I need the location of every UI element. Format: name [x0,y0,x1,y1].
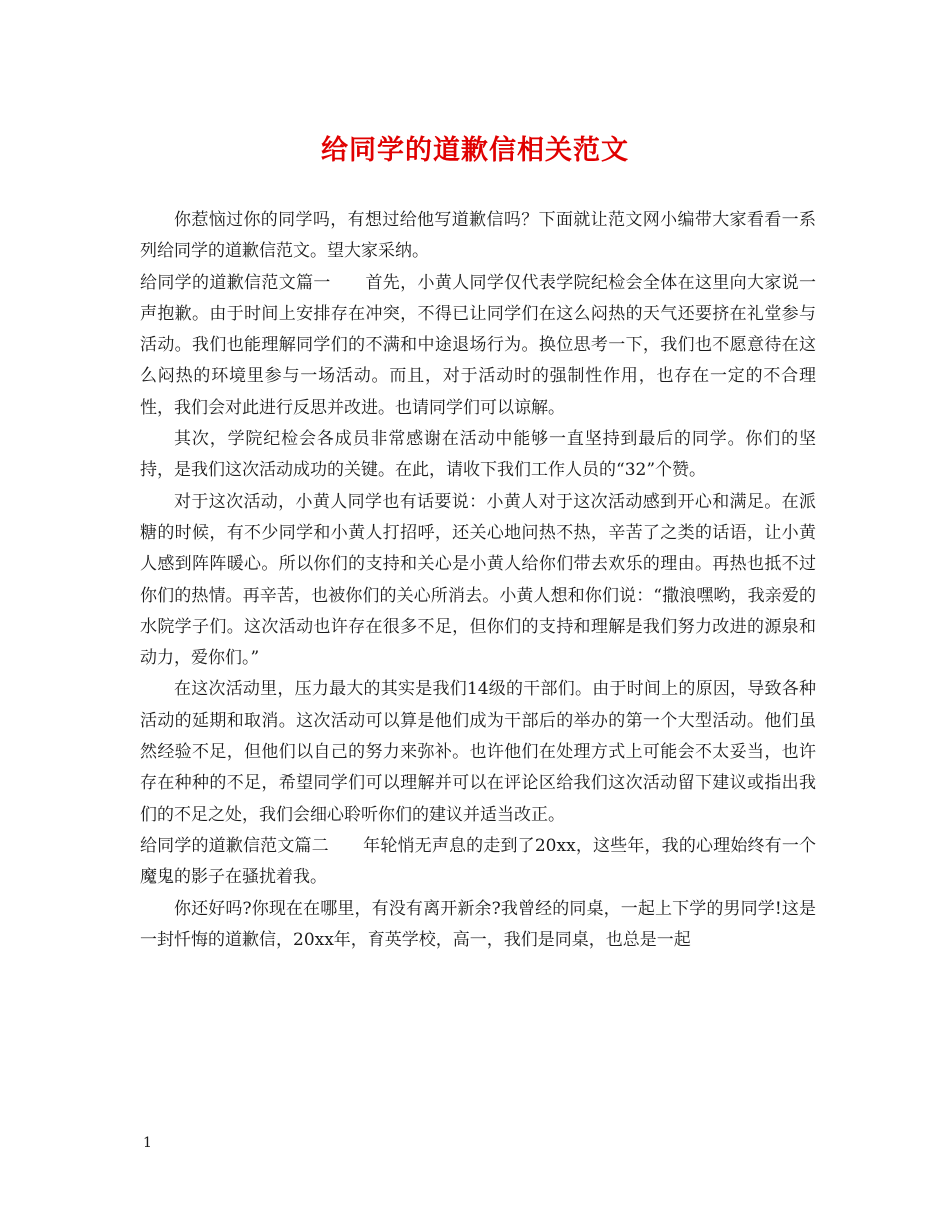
page-number: 1 [143,1135,152,1151]
paragraph: 你还好吗?你现在在哪里，有没有离开新余?我曾经的同桌，一起上下学的男同学!这是一封忏悔的道歉信，20xx年，育英学校，高一，我们是同桌，也总是一起 [140,898,816,950]
paragraph: 给同学的道歉信范文篇二 年轮悄无声息的走到了20xx，这些年，我的心理始终有一个魔鬼的影子在骚扰着我。 [140,835,816,888]
document-title: 给同学的道歉信相关范文 [321,135,629,166]
paragraph: 给同学的道歉信范文篇一 首先，小黄人同学仅代表学院纪检会全体在这里向大家说一声抱歉。由于时间上安排存在冲突，不得已让同学们在这么闷热的天气还要挤在礼堂参与活动。我们也能理解同学们的不满和中途退场行为。换位思考一下，我们也不愿意待在这么闷热的环境里参与一场活动。而且，对于活动时的强制性作用，也存在一定的不合理性，我们会对此进行反思并改进。也请同学们可以谅解。 [140,272,816,418]
paragraph: 你惹恼过你的同学吗，有想过给他写道歉信吗？下面就让范文网小编带大家看看一系列给同学的道歉信范文。望大家采纳。 [140,210,816,262]
paragraph: 在这次活动里，压力最大的其实是我们14级的干部们。由于时间上的原因，导致各种活动的延期和取消。这次活动可以算是他们成为干部后的举办的第一个大型活动。他们虽然经验不足，但他们以自己的努力来弥补。也许他们在处理方式上可能会不太妥当，也许存在种种的不足，希望同学们可以理解并可以在评论区给我们这次活动留下建议或指出我们的不足之处，我们会细心聆听你们的建议并适当改正。 [140,679,816,825]
paragraph: 其次，学院纪检会各成员非常感谢在活动中能够一直坚持到最后的同学。你们的坚持，是我们这次活动成功的关键。在此，请收下我们工作人员的“32”个赞。 [140,429,816,481]
document-body [140,205,816,956]
paragraph: 对于这次活动，小黄人同学也有话要说：小黄人对于这次活动感到开心和满足。在派糖的时候，有不少同学和小黄人打招呼，还关心地问热不热，辛苦了之类的话语，让小黄人感到阵阵暖心。所以你们的支持和关心是小黄人给你们带去欢乐的理由。再热也抵不过你们的热情。再辛苦，也被你们的关心所消去。小黄人想和你们说：“撒浪嘿哟，我亲爱的水院学子们。这次活动也许存在很多不足，但你们的支持和理解是我们努力改进的源泉和动力，爱你们。” [140,491,816,669]
